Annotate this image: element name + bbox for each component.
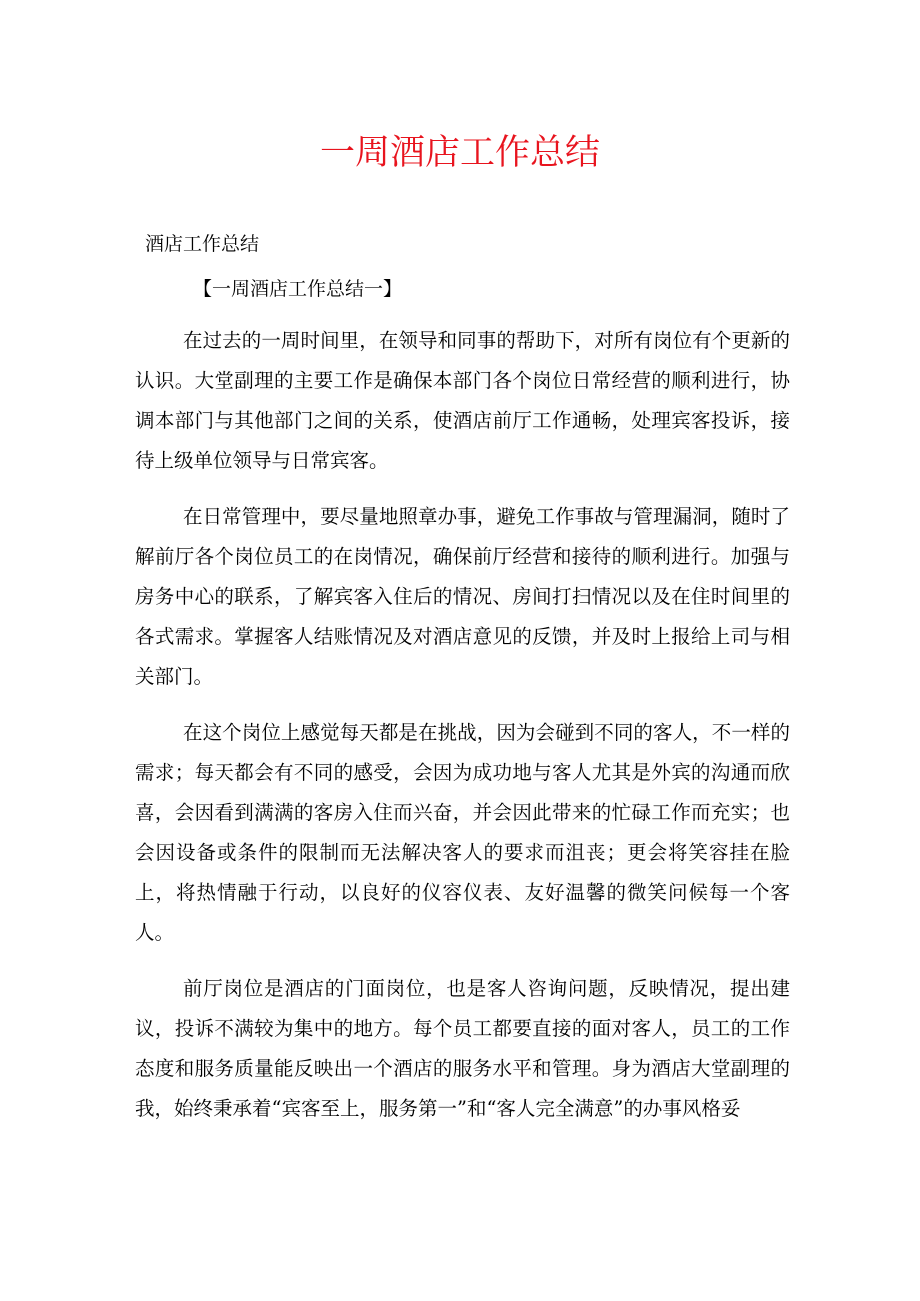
paragraph: 在这个岗位上感觉每天都是在挑战，因为会碰到不同的客人，不一样的需求；每天都会有不同的感受，会因为成功地与客人尤其是外宾的沟通而欣喜，会因看到满满的客房入住而兴奋，并会因此带来的忙碌工作而充实；也会因设备或条件的限制而无法解决客人的要求而沮丧；更会将笑容挂在脸上，将热情融于行动，以良好的仪容仪表、友好温馨的微笑问候每一个客人。 <box>135 721 790 944</box>
document-title: 一周酒店工作总结 <box>319 133 600 173</box>
section-heading: 【一周酒店工作总结一】 <box>193 278 403 300</box>
paragraph: 前厅岗位是酒店的门面岗位，也是客人咨询问题，反映情况，提出建议，投诉不满较为集中的地方。每个员工都要直接的面对客人，员工的工作态度和服务质量能反映出一个酒店的服务水平和管理。身为酒店大堂副理的我，始终秉承着“宾客至上，服务第一”和“客人完全满意”的办事风格妥 <box>135 977 790 1120</box>
paragraph: 在日常管理中，要尽量地照章办事，避免工作事故与管理漏洞，随时了解前厅各个岗位员工的在岗情况，确保前厅经营和接待的顺利进行。加强与房务中心的联系，了解宾客入住后的情况、房间打扫情况以及在住时间里的各式需求。掌握客人结账情况及对酒店意见的反馈，并及时上报给上司与相关部门。 <box>135 505 790 688</box>
document-body <box>135 321 790 1145</box>
paragraph: 在过去的一周时间里，在领导和同事的帮助下，对所有岗位有个更新的认识。大堂副理的主要工作是确保本部门各个岗位日常经营的顺利进行，协调本部门与其他部门之间的关系，使酒店前厅工作通畅，处理宾客投诉，接待上级单位领导与日常宾客。 <box>135 329 790 472</box>
document-subtitle: 酒店工作总结 <box>145 233 260 255</box>
